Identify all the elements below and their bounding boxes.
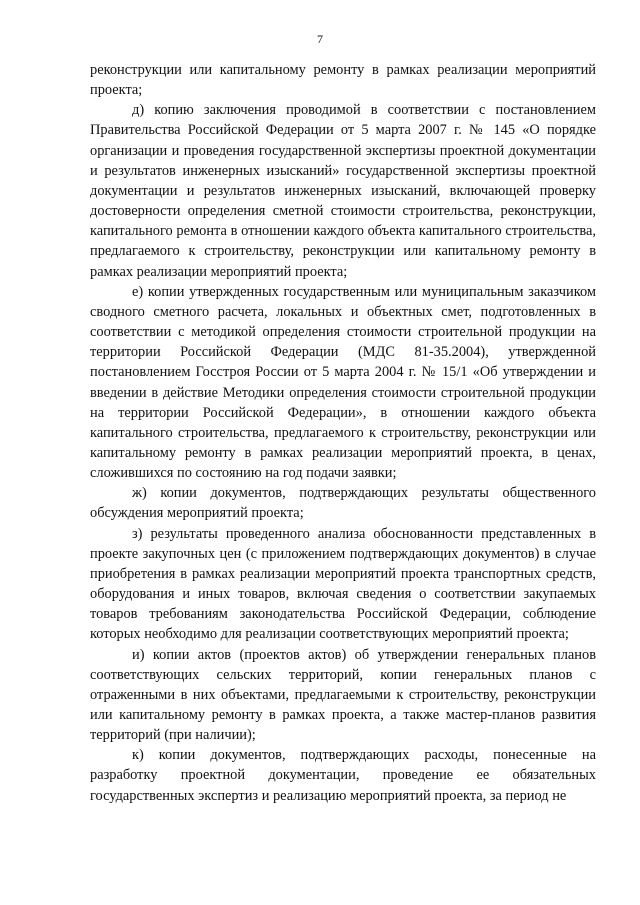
page-number: 7 bbox=[317, 32, 323, 46]
document-body bbox=[90, 60, 596, 806]
paragraph-item-zh: ж) копии документов, подтверждающих результаты общественного обсуждения мероприятий проекта; bbox=[90, 485, 596, 522]
paragraph-item-d: д) копию заключения проводимой в соответствии с постановлением Правительства Российской Федерации от 5 марта 2007 г. № 145 «О порядке организации и проведения государственной экспертизы проектной документации и результатов инженерных изысканий» государственной экспертизы проектной документации и результатов инженерных изысканий, включающей проверку достоверности определения сметной стоимости строительства, реконструкции, капитального ремонта в отношении каждого объекта капитального строительства, предлагаемого к строительству, реконструкции или капитальному ремонту в рамках реализации мероприятий проекта; bbox=[90, 102, 596, 280]
paragraph-item-e: е) копии утвержденных государственным или муниципальным заказчиком сводного сметного расчета, локальных и объектных смет, подготовленных в соответствии с методикой определения стоимости строительной продукции на территории Российской Федерации (МДС 81-35.2004), утвержденной постановлением Госстроя России от 5 марта 2004 г. № 15/1 «Об утверждении и введении в действие Методики определения стоимости строительной продукции на территории Российской Федерации», в отношении каждого объекта капитального строительства, предлагаемого к строительству, реконструкции или капитальному ремонту в рамках реализации мероприятий проекта, в ценах, сложившихся по состоянию на год подачи заявки; bbox=[90, 283, 596, 482]
paragraph-continuation: реконструкции или капитальному ремонту в рамках реализации мероприятий проекта; bbox=[90, 62, 596, 99]
paragraph-item-z: з) результаты проведенного анализа обоснованности представленных в проекте закупочных цен (с приложением подтверждающих документов) в случае приобретения в рамках реализации мероприятий проекта транспортных средств, оборудования и иных товаров, включая сведения о соответствии закупаемых товаров требованиям законодательства Российской Федерации, соблюдение которых необходимо для реализации соответствующих мероприятий проекта; bbox=[90, 525, 596, 643]
paragraph-item-i: и) копии актов (проектов актов) об утверждении генеральных планов соответствующих сельских территорий, копии генеральных планов с отраженными в них объектами, предлагаемыми к строительству, реконструкции или капитальному ремонту в рамках проекта, а также мастер-планов развития территорий (при наличии); bbox=[90, 646, 596, 744]
paragraph-item-k: к) копии документов, подтверждающих расходы, понесенные на разработку проектной документации, проведение ее обязательных государственных экспертиз и реализацию мероприятий проекта, за период не bbox=[90, 747, 596, 804]
